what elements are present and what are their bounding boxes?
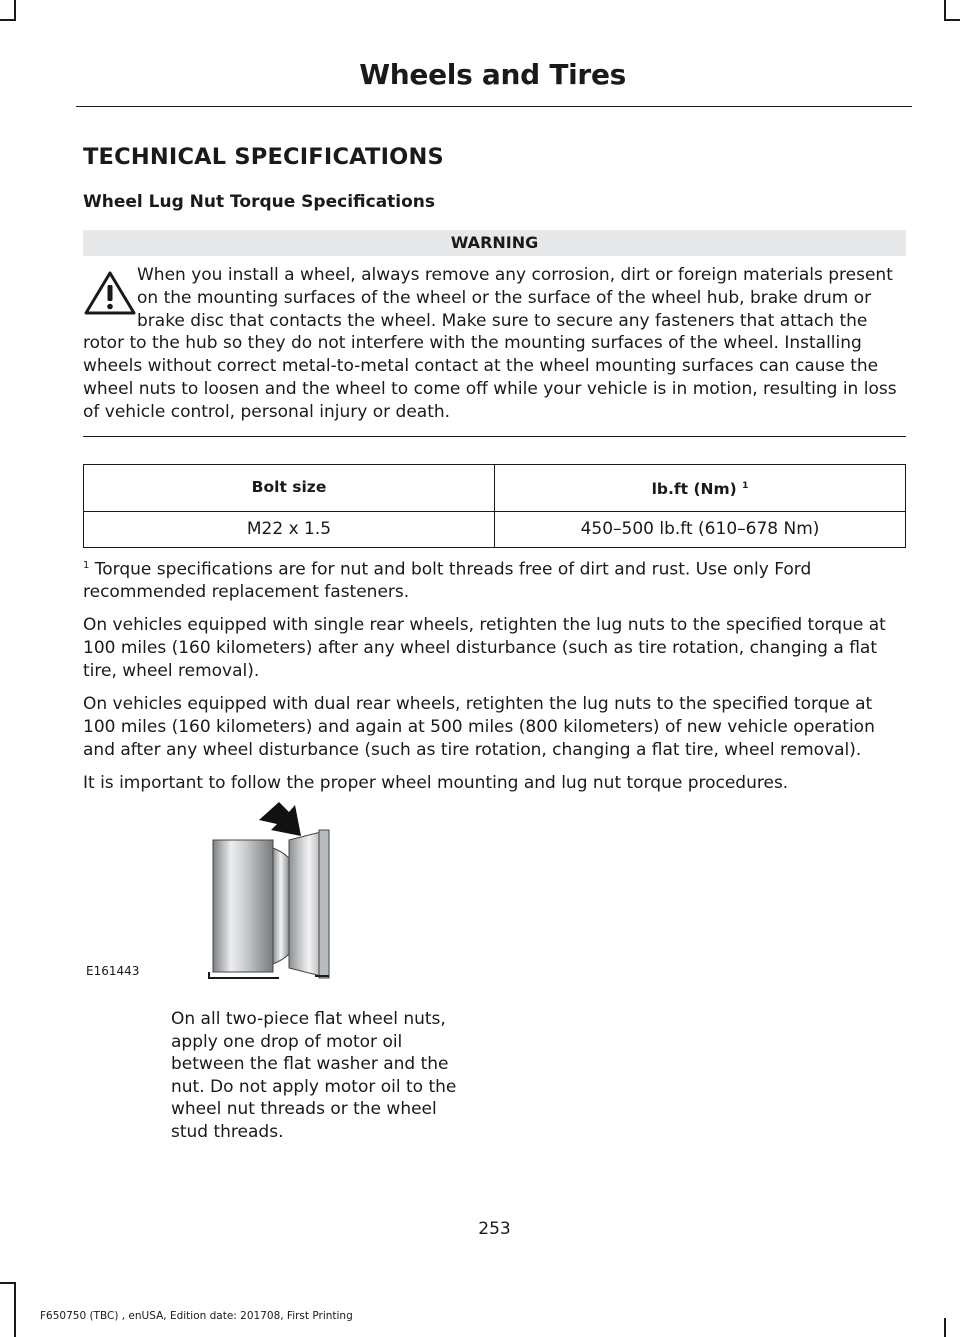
crop-mark xyxy=(944,1318,946,1337)
table-footnote: $^1$ Torque specifications are for nut and bolt threads free of dirt and rust. Use only Ford recommended replacement fasteners. xyxy=(83,559,812,603)
paragraph: On vehicles equipped with single rear wheels, retighten the lug nuts to the specified torque at 100 miles (160 kilometers) after any wheel disturbance (such as tire rotation, changing a flat tire, wheel removal). xyxy=(83,615,886,682)
table-header-cell: lb.ft (Nm) $^1$ xyxy=(495,464,906,511)
crop-mark xyxy=(944,0,946,21)
warning-body xyxy=(83,264,906,424)
section-title: Wheels and Tires xyxy=(359,58,626,91)
figure-id: E161443 xyxy=(86,964,140,978)
page-heading: TECHNICAL SPECIFICATIONS xyxy=(83,144,444,170)
wheel-nut-illustration xyxy=(83,800,383,985)
paragraph: It is important to follow the proper wheel mounting and lug nut torque procedures. xyxy=(83,773,789,794)
footnote-mark: 1 xyxy=(742,480,749,491)
footnote-mark: 1 xyxy=(83,559,90,571)
header-divider xyxy=(76,106,912,107)
table-header-row xyxy=(84,464,906,511)
table-row xyxy=(84,511,906,547)
torque-spec-table xyxy=(83,464,906,548)
main-content xyxy=(83,146,906,805)
crop-mark xyxy=(14,1282,16,1337)
table-cell: M22 x 1.5 xyxy=(84,511,495,547)
paragraph: On vehicles equipped with dual rear wheels, retighten the lug nuts to the specified torque at 100 miles (160 kilometers) and again at 500 miles (800 kilometers) of new vehicle operation and after any wheel disturbance (such as tire rotation, changing a flat tire, wheel removal). xyxy=(83,694,875,761)
warning-divider xyxy=(83,436,906,437)
warning-text: When you install a wheel, always remove any corrosion, dirt or foreign materials present on the mounting surfaces of the wheel or the surface of the wheel hub, brake drum or brake disc that contacts the wheel. Make sure to secure any fasteners that attach the rotor to the hub so they do not interfere with the mounting surfaces of the wheel. Installing wheels without correct metal-to-metal contact at the wheel mounting surfaces can cause the wheel nuts to loosen and the wheel to come off while your vehicle is in motion, resulting in loss of vehicle control, personal injury or death. xyxy=(83,265,897,422)
warning-box xyxy=(83,230,906,424)
edition-footer: F650750 (TBC) , enUSA, Edition date: 201708, First Printing xyxy=(40,1310,353,1322)
table-cell: 450–500 lb.ft (610–678 Nm) xyxy=(495,511,906,547)
page-number: 253 xyxy=(478,1219,511,1239)
table-header-cell: Bolt size xyxy=(84,464,495,511)
warning-label: WARNING xyxy=(83,230,906,256)
crop-mark xyxy=(0,19,16,21)
figure-caption: On all two-piece flat wheel nuts, apply one drop of motor oil between the flat washer and the nut. Do not apply motor oil to the wheel nut threads or the wheel stud threads. xyxy=(171,1009,457,1142)
warning-triangle-icon xyxy=(83,270,137,316)
section-subheading: Wheel Lug Nut Torque Specifications xyxy=(83,192,436,212)
wheel-nut-figure xyxy=(83,800,383,985)
crop-mark xyxy=(944,19,960,21)
crop-mark xyxy=(0,1282,16,1284)
crop-mark xyxy=(14,0,16,21)
